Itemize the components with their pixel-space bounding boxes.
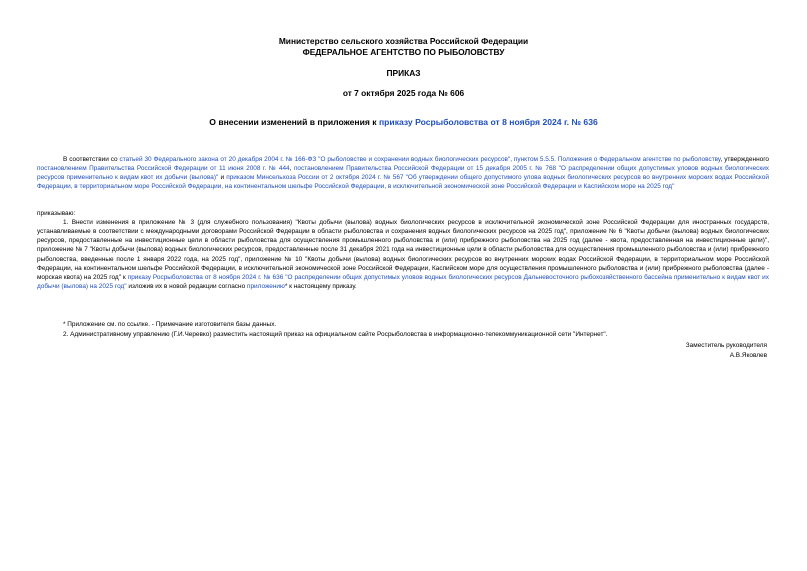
item-1-tail-a: изложив их в новой редакции согласно bbox=[126, 283, 247, 291]
minselkhoz-order-567-link[interactable]: приказом Минсельхоза России от 2 октября 2024 г. № 567 "Об утверждении общего допустимого улова водных биологических ресурсов во внутренних морских водах Российской Федерации, в территориальном море Российской Федерации, на континентальном шельфе Российской Федерации, в исключительной экономической зоне Российской Федерации и Каспийском море на 2025 год" bbox=[37, 174, 769, 191]
signatory-position: Заместитель руководителя bbox=[685, 342, 767, 349]
order-636-link[interactable]: приказу Росрыболовства от 8 ноября 2024 г. № 636 "О распределении общих допустимых уловов водных биологических ресурсов Дальневосточного рыбохозяйственного бассейна применительно к видам квот их добычи (вылова) на 2025 год" bbox=[37, 273, 769, 291]
government-decree-444-link[interactable]: постановлением Правительства Российской Федерации от 11 июня 2008 г. № 444 bbox=[37, 165, 290, 173]
preamble-text-4: и bbox=[218, 174, 227, 182]
agency-name: ФЕДЕРАЛЬНОЕ АГЕНТСТВО ПО РЫБОЛОВСТВУ bbox=[302, 47, 505, 57]
signature-block bbox=[686, 341, 767, 361]
preamble-paragraph bbox=[37, 155, 769, 192]
preamble-text-1: В соответствии со bbox=[63, 156, 120, 163]
footnote: * Приложение см. по ссылке. - Примечание изготовителя базы данных. bbox=[63, 321, 277, 328]
preamble-text-3: , bbox=[289, 165, 294, 173]
title-order-link[interactable]: приказу Росрыболовства от 8 ноября 2024 г. № 636 bbox=[378, 117, 598, 127]
item-2-paragraph: 2. Административному управлению (Г.И.Черевко) разместить настоящий приказ на официальном сайте Росрыболовства в информационно-телекоммуникационной сети "Интернет". bbox=[63, 331, 608, 338]
appendix-link[interactable]: приложению bbox=[246, 283, 285, 291]
government-decree-768-link[interactable]: постановлением Правительства Российской Федерации от 15 декабря 2005 г. № 768 "О распределении общих допустимых уловов водных биологических ресурсов применительно к видам квот их добычи (вылова)" bbox=[37, 165, 770, 182]
document-title bbox=[0, 116, 807, 128]
signatory-name: А.В.Яковлев bbox=[729, 352, 767, 359]
ministry-name: Министерство сельского хозяйства Российской Федерации bbox=[278, 36, 529, 46]
document-type: ПРИКАЗ bbox=[386, 68, 421, 78]
item-1-text: 1. Внести изменения в приложение № 3 (для служебного пользования) "Квоты добычи (вылова) водных биологических ресурсов в исключительной экономической зоне Российской Федерации для иностранных государств, устанавливаемые в соответствии с международными договорами Российской Федерации в области рыболовства и сохранения водных биологических ресурсов на 2025 год", приложение № 6 "Квоты добычи (вылова) водных биологических ресурсов, предоставленные на инвестиционные цели в области рыболовства для осуществления промышленного рыболовства и (или) прибрежного рыболовства на 2025 год (далее - квота, предоставленная на инвестиционные цели)", приложение № 7 "Квоты добычи (вылова) водных биологических ресурсов, предоставленные после 31 декабря 2021 года на инвестиционные цели в области рыболовства для осуществления промышленного рыболовства и (или) прибрежного рыболовства, введенные после 1 января 2022 года, на 2025 год", приложение № 10 "Квоты добычи (вылова) водных биологических ресурсов во внутренних морских водах Российской Федерации, в территориальном море Российской Федерации, на континентальном шельфе Российской Федерации, в исключительной экономической зоне Российской Федерации, Каспийском море для осуществления промышленного рыболовства и (или) прибрежного рыболовства (далее - морская квота) на 2025 год" к bbox=[37, 219, 769, 281]
preamble-text-2: , утвержденного bbox=[720, 156, 769, 163]
title-text: О внесении изменений в приложения к bbox=[209, 117, 379, 127]
document-date-number: от 7 октября 2025 года № 606 bbox=[342, 88, 465, 98]
federal-law-link[interactable]: статьей 30 Федерального закона от 20 декабря 2004 г. № 166-ФЗ "О рыболовстве и сохранении водных биологических ресурсов", пунктом 5.5.5. Положения о Федеральном агентстве по рыболовству bbox=[119, 156, 721, 163]
ordered-line: приказываю: bbox=[37, 210, 76, 217]
item-1-tail-b: * к настоящему приказу. bbox=[284, 283, 357, 291]
item-1-paragraph bbox=[37, 218, 769, 291]
